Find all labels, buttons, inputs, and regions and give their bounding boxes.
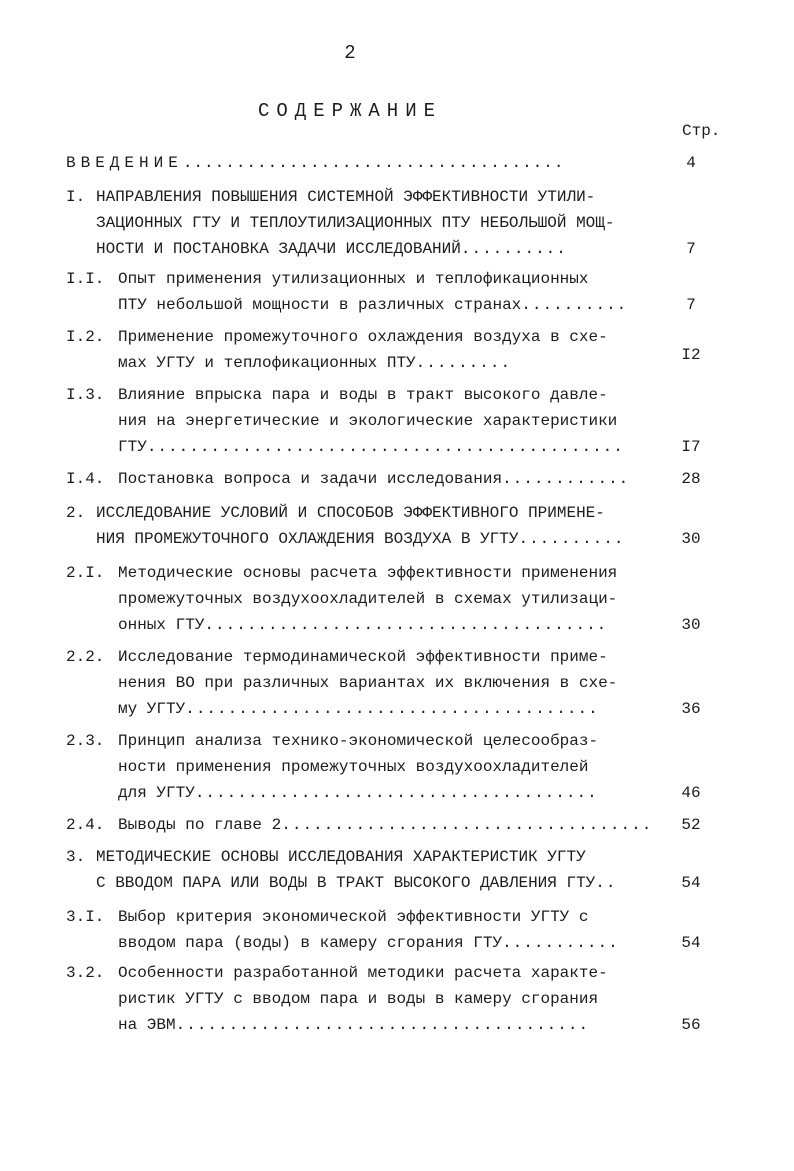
toc-page-number: 7 xyxy=(686,296,696,314)
toc-entry-number: 3.I. xyxy=(66,908,105,926)
toc-entry-chapter-3 xyxy=(66,844,724,896)
toc-entry-title: Применение промежуточного охлаждения воздуха в схе- мах УГТУ и теплофикационных ПТУ......... xyxy=(118,328,608,372)
toc-entry-section-1-1 xyxy=(66,266,724,318)
toc-page-number: 54 xyxy=(681,934,701,952)
toc-entry-number: I. xyxy=(66,188,86,206)
toc-entry-number: I.4. xyxy=(66,470,105,488)
toc-page-number: I7 xyxy=(681,438,701,456)
toc-entry-title: НАПРАВЛЕНИЯ ПОВЫШЕНИЯ СИСТЕМНОЙ ЭФФЕКТИВНОСТИ УТИЛИ- ЗАЦИОННЫХ ГТУ И ТЕПЛОУТИЛИЗАЦИОННЫХ ПТУ НЕБОЛЬШОЙ МОЩ- НОСТИ И ПОСТАНОВКА ЗАДАЧИ ИССЛЕДОВАНИЙ.......... xyxy=(96,188,615,258)
toc-entry-number: 2. xyxy=(66,504,86,522)
toc-entry-introduction xyxy=(66,150,724,176)
page-column-label: Стр. xyxy=(682,122,721,140)
toc-page-number: 56 xyxy=(681,1016,701,1034)
toc-entry-title: Постановка вопроса и задачи исследования............ xyxy=(118,470,630,488)
toc-entry-title: ИССЛЕДОВАНИЕ УСЛОВИЙ И СПОСОБОВ ЭФФЕКТИВНОГО ПРИМЕНЕ- НИЯ ПРОМЕЖУТОЧНОГО ОХЛАЖДЕНИЯ ВОЗДУХА В УГТУ.......... xyxy=(96,504,625,548)
toc-entry-title: Методические основы расчета эффективности применения промежуточных воздухоохладителей в схемах утилизаци- онных ГТУ...................................... xyxy=(118,564,618,634)
toc-entry-number: 2.3. xyxy=(66,732,105,750)
toc-entry-section-1-2 xyxy=(66,324,724,376)
toc-page-number: I2 xyxy=(681,346,701,364)
toc-entry-title: Опыт применения утилизационных и теплофикационных ПТУ небольшой мощности в различных странах.......... xyxy=(118,270,628,314)
toc-page-number: 28 xyxy=(681,470,701,488)
toc-page-number: 30 xyxy=(681,530,701,548)
toc-entry-title: Выбор критерия экономической эффективности УГТУ с вводом пара (воды) в камеру сгорания ГТУ........... xyxy=(118,908,619,952)
toc-entry-number: I.3. xyxy=(66,386,105,404)
toc-entry-number: 3. xyxy=(66,848,86,866)
toc-entry-section-2-2 xyxy=(66,644,724,722)
toc-entry-title: Влияние впрыска пара и воды в тракт высокого давле- ния на энергетические и экологические характеристики ГТУ............................................. xyxy=(118,386,624,456)
toc-entry-section-1-3 xyxy=(66,382,724,460)
toc-entry-section-3-2 xyxy=(66,960,724,1038)
toc-page-number: 46 xyxy=(681,784,701,802)
toc-page-number: 30 xyxy=(681,616,701,634)
toc-entry-number: 2.2. xyxy=(66,648,105,666)
toc-entry-number: I.2. xyxy=(66,328,105,346)
toc-entry-section-1-4 xyxy=(66,466,724,492)
toc-entry-section-2-4 xyxy=(66,812,724,838)
toc-page-number: 4 xyxy=(686,154,696,172)
toc-entry-title: Принцип анализа технико-экономической целесообраз- ности применения промежуточных воздухоохладителей для УГТУ...................................... xyxy=(118,732,599,802)
toc-page-number: 7 xyxy=(686,240,696,258)
toc-entry-title: Особенности разработанной методики расчета характе- ристик УГТУ с вводом пара и воды в камеру сгорания на ЭВМ....................................... xyxy=(118,964,608,1034)
page-title: СОДЕРЖАНИЕ xyxy=(257,100,443,122)
toc-page-number: 36 xyxy=(681,700,701,718)
page-number: 2 xyxy=(344,42,356,64)
toc-entry-title: ВВЕДЕНИЕ.................................... xyxy=(66,154,565,172)
toc-entry-number: 2.4. xyxy=(66,816,105,834)
toc-entry-section-2-3 xyxy=(66,728,724,806)
toc-entry-title: МЕТОДИЧЕСКИЕ ОСНОВЫ ИССЛЕДОВАНИЯ ХАРАКТЕРИСТИК УГТУ С ВВОДОМ ПАРА ИЛИ ВОДЫ В ТРАКТ ВЫСОКОГО ДАВЛЕНИЯ ГТУ.. xyxy=(96,848,617,892)
toc-entry-section-2-1 xyxy=(66,560,724,638)
toc-page-number: 54 xyxy=(681,874,701,892)
toc-entry-number: I.I. xyxy=(66,270,105,288)
toc-entry-number: 2.I. xyxy=(66,564,105,582)
toc-entry-title: Выводы по главе 2................................... xyxy=(118,816,653,834)
toc-entry-number: 3.2. xyxy=(66,964,105,982)
toc-entry-chapter-2 xyxy=(66,500,724,552)
toc-entry-chapter-1 xyxy=(66,184,724,262)
toc-page-number: 52 xyxy=(681,816,701,834)
toc-entry-section-3-1 xyxy=(66,904,724,956)
toc-entry-title: Исследование термодинамической эффективности приме- нения ВО при различных вариантах их включения в схе- му УГТУ....................................... xyxy=(118,648,618,718)
